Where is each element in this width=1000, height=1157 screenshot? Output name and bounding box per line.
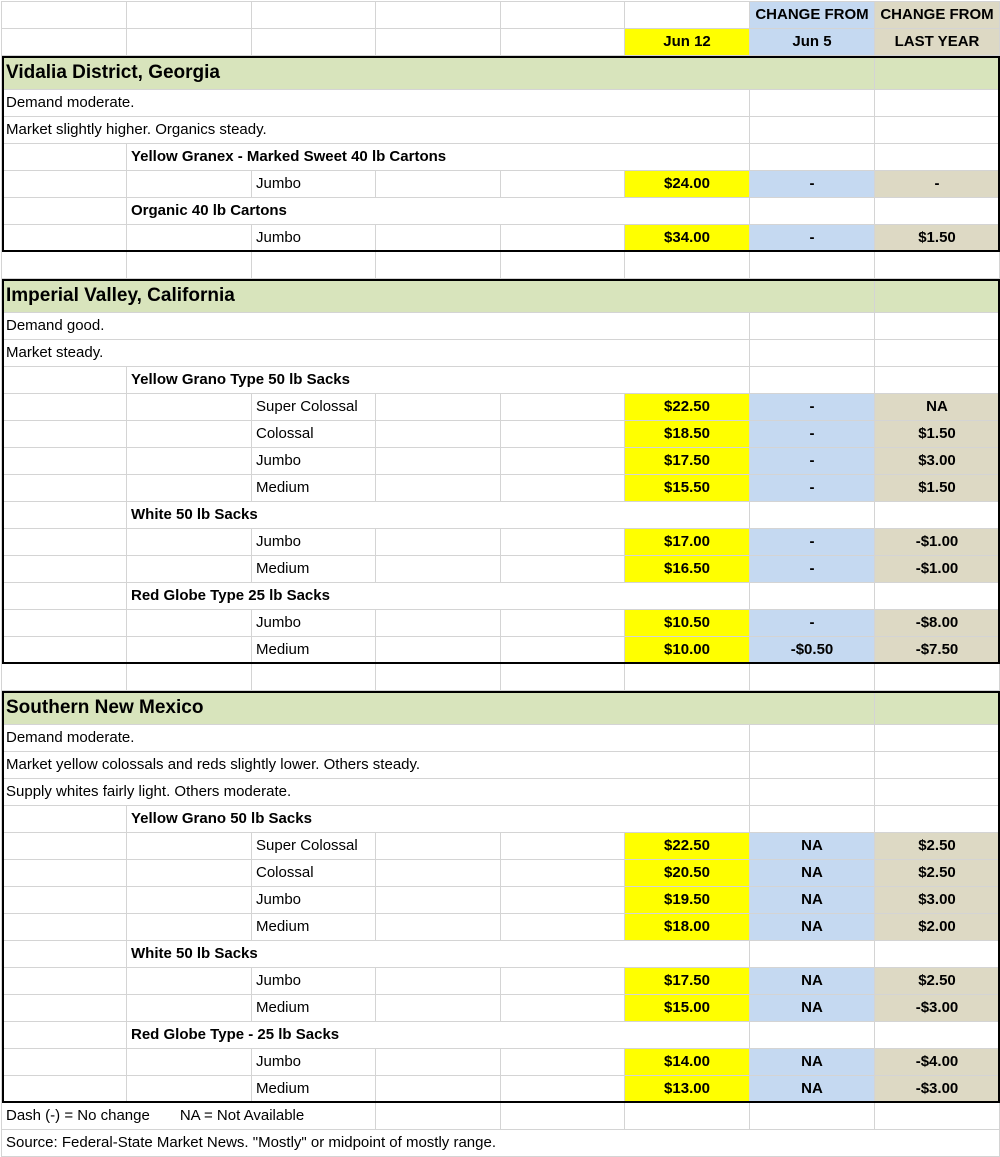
product-name: White 50 lb Sacks [127,941,750,968]
cell [376,968,501,995]
size-label: Jumbo [252,225,376,252]
note-row [2,90,1000,117]
price-value: $18.00 [625,914,750,941]
cell [750,198,875,225]
note-row [2,779,1000,806]
note-row [2,340,1000,367]
cell [2,968,127,995]
cell [376,421,501,448]
market-note: Demand good. [2,313,750,340]
product-name: Yellow Granex - Marked Sweet 40 lb Cartons [127,144,750,171]
cell [376,610,501,637]
cell [2,144,127,171]
cell [750,752,875,779]
price-value: $19.50 [625,887,750,914]
header-prev-date: Jun 5 [750,29,875,56]
change-year-value: $2.00 [875,914,1000,941]
cell [2,637,127,664]
change-week-value: - [750,556,875,583]
product-row [2,1022,1000,1049]
cell [2,941,127,968]
cell [127,1076,252,1103]
cell [127,637,252,664]
price-row [2,475,1000,502]
cell [2,421,127,448]
cell [501,1103,625,1130]
market-note: Demand moderate. [2,725,750,752]
market-note: Supply whites fairly light. Others moderate. [2,779,750,806]
cell [2,610,127,637]
cell [501,421,625,448]
price-row [2,1076,1000,1103]
spacer-row [2,252,1000,279]
note-row [2,313,1000,340]
change-week-value: NA [750,968,875,995]
cell [2,475,127,502]
product-row [2,806,1000,833]
cell [625,252,750,279]
cell [2,1022,127,1049]
change-week-value: - [750,475,875,502]
price-row [2,171,1000,198]
cell [875,691,1000,725]
cell [2,664,127,691]
cell [127,556,252,583]
region-title: Vidalia District, Georgia [2,56,875,90]
size-label: Super Colossal [252,833,376,860]
legend [2,1103,376,1130]
cell [2,29,127,56]
change-year-value: -$8.00 [875,610,1000,637]
product-row [2,198,1000,225]
cell [2,225,127,252]
change-week-value: - [750,610,875,637]
cell [127,833,252,860]
price-value: $17.00 [625,529,750,556]
cell [501,475,625,502]
header-row-2 [2,29,1000,56]
cell [875,752,1000,779]
product-name: Organic 40 lb Cartons [127,198,750,225]
price-row [2,637,1000,664]
cell [252,29,376,56]
cell [376,914,501,941]
cell [750,725,875,752]
size-label: Jumbo [252,529,376,556]
cell [127,529,252,556]
cell [750,117,875,144]
change-week-value: -$0.50 [750,637,875,664]
price-value: $16.50 [625,556,750,583]
cell [127,610,252,637]
cell [376,29,501,56]
cell [875,367,1000,394]
cell [750,941,875,968]
change-week-value: - [750,225,875,252]
cell [750,502,875,529]
product-row [2,367,1000,394]
change-year-value: NA [875,394,1000,421]
size-label: Medium [252,475,376,502]
cell [501,1076,625,1103]
cell [376,252,501,279]
cell [127,394,252,421]
cell [376,448,501,475]
change-year-value: - [875,171,1000,198]
change-year-value: -$7.50 [875,637,1000,664]
cell [501,968,625,995]
change-week-value: - [750,529,875,556]
price-row [2,860,1000,887]
cell [2,252,127,279]
price-value: $10.00 [625,637,750,664]
price-row [2,914,1000,941]
cell [501,394,625,421]
header-last-year: LAST YEAR [875,29,1000,56]
change-week-value: - [750,421,875,448]
cell [376,1076,501,1103]
price-row [2,225,1000,252]
size-label: Colossal [252,860,376,887]
cell [750,1022,875,1049]
cell [750,252,875,279]
cell [376,1103,501,1130]
change-year-value: $2.50 [875,860,1000,887]
cell [501,637,625,664]
region-title: Southern New Mexico [2,691,875,725]
price-row [2,610,1000,637]
change-week-value: NA [750,1076,875,1103]
region-title-row [2,691,1000,725]
price-value: $15.00 [625,995,750,1022]
source-row [2,1130,1000,1157]
cell [127,1049,252,1076]
cell [376,394,501,421]
legend-na: NA = Not Available [179,1107,305,1124]
change-week-value: - [750,171,875,198]
cell [875,1022,1000,1049]
product-row [2,502,1000,529]
cell [875,340,1000,367]
size-label: Colossal [252,421,376,448]
price-value: $14.00 [625,1049,750,1076]
cell [625,1103,750,1130]
change-year-value: -$3.00 [875,1076,1000,1103]
price-row [2,448,1000,475]
cell [2,995,127,1022]
cell [2,1049,127,1076]
cell [127,995,252,1022]
change-year-value: -$1.00 [875,556,1000,583]
market-note: Market steady. [2,340,750,367]
price-row [2,421,1000,448]
cell [127,171,252,198]
price-value: $22.50 [625,394,750,421]
header-row-1 [2,2,1000,29]
cell [127,968,252,995]
change-week-value: NA [750,1049,875,1076]
cell [501,860,625,887]
legend-dash: Dash (-) = No change [6,1107,150,1124]
cell [2,171,127,198]
cell [501,914,625,941]
cell [875,664,1000,691]
cell [501,529,625,556]
size-label: Medium [252,637,376,664]
cell [501,995,625,1022]
cell [2,2,127,29]
cell [875,198,1000,225]
cell [127,252,252,279]
cell [875,725,1000,752]
cell [2,833,127,860]
change-week-value: NA [750,914,875,941]
source-note: Source: Federal-State Market News. "Mostly" or midpoint of mostly range. [2,1130,1000,1157]
cell [750,806,875,833]
market-note: Market yellow colossals and reds slightly lower. Others steady. [2,752,750,779]
cell [376,887,501,914]
cell [875,90,1000,117]
size-label: Medium [252,556,376,583]
cell [252,664,376,691]
cell [376,995,501,1022]
change-year-value: $1.50 [875,225,1000,252]
cell [2,198,127,225]
change-week-value: - [750,394,875,421]
cell [127,421,252,448]
cell [750,583,875,610]
size-label: Medium [252,995,376,1022]
size-label: Jumbo [252,610,376,637]
size-label: Jumbo [252,887,376,914]
cell [875,779,1000,806]
cell [625,2,750,29]
price-value: $17.50 [625,968,750,995]
product-row [2,941,1000,968]
change-year-value: $1.50 [875,421,1000,448]
cell [2,394,127,421]
change-week-value: NA [750,995,875,1022]
cell [376,225,501,252]
change-year-value: -$1.00 [875,529,1000,556]
cell [127,225,252,252]
cell [127,914,252,941]
cell [875,56,1000,90]
cell [750,664,875,691]
market-note: Demand moderate. [2,90,750,117]
note-row [2,117,1000,144]
product-name: White 50 lb Sacks [127,502,750,529]
region-title: Imperial Valley, California [2,279,875,313]
cell [875,252,1000,279]
cell [750,313,875,340]
cell [2,806,127,833]
change-week-value: NA [750,860,875,887]
price-table [1,1,1000,1157]
change-year-value: $2.50 [875,968,1000,995]
change-year-value: $1.50 [875,475,1000,502]
cell [376,2,501,29]
region-title-row [2,279,1000,313]
cell [252,2,376,29]
note-row [2,725,1000,752]
size-label: Jumbo [252,968,376,995]
cell [127,448,252,475]
cell [501,2,625,29]
change-week-value: NA [750,887,875,914]
cell [376,664,501,691]
change-year-value: $3.00 [875,448,1000,475]
header-date: Jun 12 [625,29,750,56]
price-row [2,556,1000,583]
cell [875,583,1000,610]
cell [875,806,1000,833]
cell [875,313,1000,340]
size-label: Jumbo [252,448,376,475]
cell [252,252,376,279]
cell [501,556,625,583]
product-name: Yellow Grano Type 50 lb Sacks [127,367,750,394]
change-year-value: $2.50 [875,833,1000,860]
price-value: $10.50 [625,610,750,637]
note-row [2,752,1000,779]
cell [2,887,127,914]
price-row [2,995,1000,1022]
cell [376,637,501,664]
size-label: Medium [252,914,376,941]
cell [750,144,875,171]
cell [127,887,252,914]
price-value: $18.50 [625,421,750,448]
cell [376,556,501,583]
cell [875,1103,1000,1130]
cell [501,225,625,252]
size-label: Jumbo [252,1049,376,1076]
region-title-row [2,56,1000,90]
price-row [2,968,1000,995]
cell [127,860,252,887]
cell [2,914,127,941]
cell [501,833,625,860]
cell [501,610,625,637]
cell [501,887,625,914]
cell [501,252,625,279]
legend-row [2,1103,1000,1130]
cell [501,448,625,475]
price-row [2,887,1000,914]
cell [2,556,127,583]
cell [2,860,127,887]
cell [127,2,252,29]
change-week-value: - [750,448,875,475]
cell [2,583,127,610]
cell [875,144,1000,171]
cell [501,664,625,691]
cell [625,664,750,691]
cell [376,860,501,887]
cell [376,171,501,198]
size-label: Jumbo [252,171,376,198]
product-row [2,583,1000,610]
change-year-value: $3.00 [875,887,1000,914]
cell [875,117,1000,144]
cell [875,279,1000,313]
cell [2,1076,127,1103]
cell [376,1049,501,1076]
cell [750,779,875,806]
change-year-value: -$3.00 [875,995,1000,1022]
price-value: $13.00 [625,1076,750,1103]
header-change-prev: CHANGE FROM [750,2,875,29]
cell [127,664,252,691]
price-value: $34.00 [625,225,750,252]
cell [127,475,252,502]
cell [2,502,127,529]
cell [875,502,1000,529]
price-row [2,394,1000,421]
price-value: $24.00 [625,171,750,198]
product-name: Red Globe Type 25 lb Sacks [127,583,750,610]
cell [501,171,625,198]
change-year-value: -$4.00 [875,1049,1000,1076]
cell [501,29,625,56]
cell [127,29,252,56]
size-label: Super Colossal [252,394,376,421]
price-value: $17.50 [625,448,750,475]
cell [750,367,875,394]
price-value: $15.50 [625,475,750,502]
price-value: $22.50 [625,833,750,860]
price-row [2,833,1000,860]
cell [750,1103,875,1130]
price-row [2,1049,1000,1076]
header-change-ly: CHANGE FROM [875,2,1000,29]
cell [2,367,127,394]
size-label: Medium [252,1076,376,1103]
cell [750,90,875,117]
product-name: Yellow Grano 50 lb Sacks [127,806,750,833]
cell [501,1049,625,1076]
market-note: Market slightly higher. Organics steady. [2,117,750,144]
spacer-row [2,664,1000,691]
price-row [2,529,1000,556]
product-name: Red Globe Type - 25 lb Sacks [127,1022,750,1049]
cell [2,448,127,475]
cell [376,475,501,502]
cell [2,529,127,556]
product-row [2,144,1000,171]
cell [875,941,1000,968]
cell [376,529,501,556]
price-value: $20.50 [625,860,750,887]
cell [376,833,501,860]
change-week-value: NA [750,833,875,860]
cell [750,340,875,367]
